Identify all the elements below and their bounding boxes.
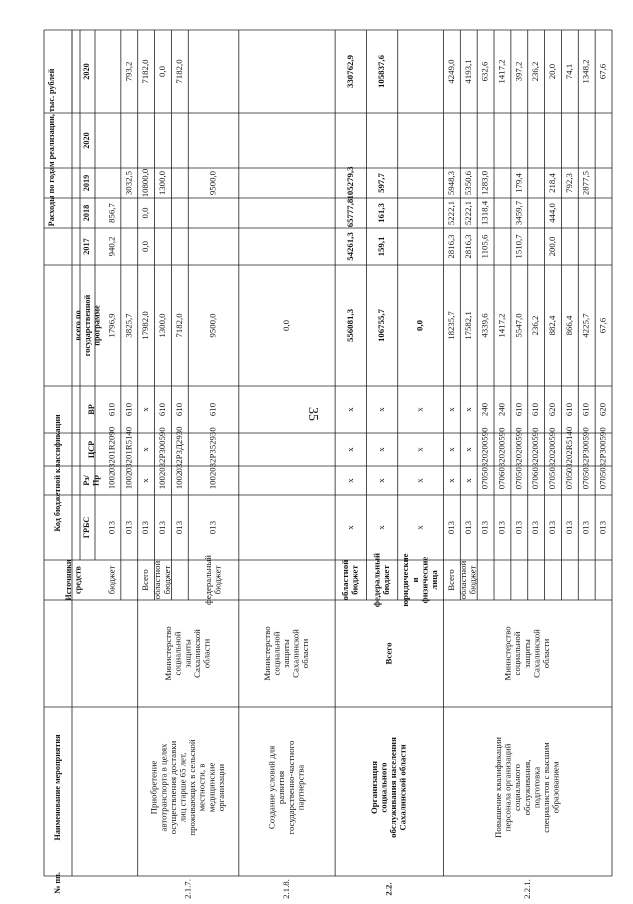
value-total-4-5: 236,2 xyxy=(530,315,541,336)
value-y2019-4-7: 792,3 xyxy=(563,173,574,193)
source-4-1-line: бюджет xyxy=(467,565,478,595)
header-name-line: Наименование мероприятия xyxy=(52,734,62,841)
value-y2018-3-0: 65777,8 xyxy=(344,198,355,228)
header-rzpr-line: Рз/ xyxy=(82,475,92,486)
header-no-line: № пп. xyxy=(52,872,62,894)
header-year-2020: 2020 xyxy=(81,63,91,80)
measure-name-2-line: партнерства xyxy=(295,764,306,811)
csr-1-2: 032P3Д2930 xyxy=(173,426,184,473)
vr-0-0: 610 xyxy=(106,402,117,417)
measure-name-1-line: проживающих в сельской xyxy=(187,739,198,836)
rzpr-0-0: 1002 xyxy=(106,471,117,490)
value-total-1-3: 9500,0 xyxy=(207,313,218,338)
source-3-2-line: лица xyxy=(429,570,440,590)
csr-3-2: x xyxy=(414,447,425,452)
grbs-4-2: 013 xyxy=(479,520,490,535)
rzpr-4-1: x xyxy=(462,478,473,483)
rzpr-4-4: 0705 xyxy=(513,471,524,490)
vr-1-2: 610 xyxy=(173,402,184,417)
measure-name-1-line: организации xyxy=(215,763,226,812)
value-y2020-3-0: 330762,9 xyxy=(344,55,355,88)
measure-name-1-line: автотранспорта в целях xyxy=(158,743,169,832)
vr-4-6: 620 xyxy=(547,402,558,417)
header-expenses: Расходы по годам реализации, тыс. рублей xyxy=(46,68,56,227)
rzpr-4-3: 0706 xyxy=(496,471,507,490)
measure-name-3-line: обслуживания населения xyxy=(388,737,399,838)
org-4-line: Министерство xyxy=(502,626,513,681)
csr-4-5: 0320200590 xyxy=(530,427,541,472)
grbs-1-3: 013 xyxy=(207,520,218,535)
vr-1-3: 610 xyxy=(207,402,218,417)
value-y2020-4-3: 1417,2 xyxy=(496,59,507,84)
measure-name-4-line: Повышение квалификации xyxy=(492,737,503,838)
vr-3-1: x xyxy=(376,407,387,412)
source-4-0-line: Всего xyxy=(445,569,456,591)
rzpr-1-0: x xyxy=(140,478,151,483)
value-y2018-4-1: 5222,1 xyxy=(462,200,473,226)
vr-4-9: 620 xyxy=(597,402,608,417)
source-3-0-line: областной xyxy=(339,559,350,601)
value-total-2-0: 0,0 xyxy=(280,320,291,331)
csr-1-0: x xyxy=(140,447,151,452)
header-source-line: Источники xyxy=(64,559,74,601)
vr-0-1: 610 xyxy=(123,402,134,417)
csr-1-3: 032P352930 xyxy=(207,427,218,472)
row-number-2.1.7.: 2.1.7. xyxy=(182,879,193,899)
value-y2019-1-1: 1300,0 xyxy=(157,170,168,196)
csr-4-1: x xyxy=(462,447,473,452)
org-1-line: защиты xyxy=(182,639,193,668)
value-y2018-0-0: 856,7 xyxy=(106,203,117,223)
value-y2020-1-0: 7182,0 xyxy=(140,59,151,84)
header-year-2017: 2017 xyxy=(81,238,91,255)
value-y2020-3-1: 105837,6 xyxy=(376,55,387,88)
source-3-2-line: и xyxy=(409,577,420,583)
grbs-3-2: x xyxy=(414,525,425,530)
rzpr-1-3: 1002 xyxy=(207,471,218,490)
value-y2018-4-6: 444,0 xyxy=(547,203,558,223)
csr-0-1: 03201R5140 xyxy=(123,426,134,473)
value-total-1-2: 7182,0 xyxy=(173,313,184,338)
value-total-4-7: 866,4 xyxy=(563,315,574,336)
value-total-0-1: 3825,7 xyxy=(123,313,134,338)
vr-4-8: 610 xyxy=(580,402,591,417)
csr-4-3: 0320200590 xyxy=(496,427,507,472)
source-0-0-line: бюджет xyxy=(106,565,117,595)
csr-4-2: 0320200590 xyxy=(479,427,490,472)
value-total-4-9: 67,6 xyxy=(597,317,608,334)
source-4-1-line: областной xyxy=(457,560,468,600)
value-total-3-1: 106755,7 xyxy=(376,309,387,342)
source-1-3-line: бюджет xyxy=(212,565,223,595)
header-total-line: программе xyxy=(92,305,102,346)
measure-name-4-line: специалистов с высшим xyxy=(540,742,551,833)
value-total-1-1: 1300,0 xyxy=(157,313,168,338)
vr-1-0: x xyxy=(140,407,151,412)
header-grbs: ГРБС xyxy=(81,516,91,539)
csr-3-0: x xyxy=(344,447,355,452)
source-1-0-line: Всего xyxy=(140,569,151,591)
value-y2017-1-0: 0,0 xyxy=(140,241,151,252)
rzpr-0-1: 1002 xyxy=(123,471,134,490)
csr-4-0: x xyxy=(445,447,456,452)
value-y2020-4-8: 1348,2 xyxy=(580,59,591,84)
source-1-3-line: федеральный xyxy=(202,555,213,605)
source-3-1-line: бюджет xyxy=(380,565,391,595)
value-total-4-0: 18235,7 xyxy=(445,311,456,340)
grbs-4-4: 013 xyxy=(513,520,524,535)
rzpr-3-0: x xyxy=(344,478,355,483)
value-y2020-0-1: 793,2 xyxy=(123,61,134,82)
header-rzpr-line: Пр xyxy=(91,475,101,486)
source-3-2-line: физические xyxy=(419,556,430,604)
value-y2017-4-2: 1105,6 xyxy=(479,234,490,259)
value-y2019-1-0: 10800,0 xyxy=(140,168,151,198)
measure-name-4-line: социального xyxy=(512,764,523,811)
value-y2020-4-6: 20,0 xyxy=(547,63,558,80)
value-total-3-2: 0,0 xyxy=(414,320,425,331)
csr-0-0: 03201R2090 xyxy=(106,426,117,473)
header-year-2019: 2019 xyxy=(81,174,91,192)
measure-name-2-line: Создание условий для xyxy=(266,745,277,830)
rzpr-4-7: 0705 xyxy=(563,471,574,490)
rzpr-4-5: 0706 xyxy=(530,471,541,490)
value-y2019-3-1: 597,7 xyxy=(376,173,387,193)
measure-name-1-line: осуществления доставки xyxy=(167,740,178,835)
measure-name-4-line: образованием xyxy=(550,761,561,814)
value-y2017-4-4: 1510,7 xyxy=(513,234,524,259)
org-4-line: Сахалинской xyxy=(531,629,542,678)
header-budget-code: Код бюджетной классификации xyxy=(52,414,62,532)
value-y2019-4-8: 2877,5 xyxy=(580,170,591,196)
grbs-4-5: 013 xyxy=(530,520,541,535)
rzpr-3-2: x xyxy=(414,478,425,483)
grbs-3-1: x xyxy=(376,525,387,530)
value-y2020-4-4: 397,2 xyxy=(513,61,524,82)
rzpr-4-8: 0705 xyxy=(580,471,591,490)
value-y2020-4-7: 74,1 xyxy=(563,63,574,80)
vr-4-1: x xyxy=(462,407,473,412)
value-y2020-4-9: 67,6 xyxy=(597,63,608,80)
csr-3-1: x xyxy=(376,447,387,452)
value-y2017-0-0: 940,2 xyxy=(106,236,117,257)
vr-4-0: x xyxy=(445,407,456,412)
measure-name-3-line: Сахалинской области xyxy=(397,744,408,831)
value-y2018-3-1: 161,3 xyxy=(376,203,387,223)
source-1-1-line: бюджет xyxy=(161,565,172,595)
measure-name-4-line: персонала организаций xyxy=(502,743,513,832)
org-4-line: области xyxy=(540,638,551,669)
org-2-line: социальной xyxy=(271,631,282,676)
grbs-1-0: 013 xyxy=(140,520,151,535)
rzpr-4-9: 0705 xyxy=(597,471,608,490)
grbs-4-9: 013 xyxy=(597,520,608,535)
header-vr: ВР xyxy=(86,404,96,415)
page-number-text: 35 xyxy=(305,407,320,421)
org-2-line: защиты xyxy=(280,639,291,668)
grbs-0-0: 013 xyxy=(106,520,117,535)
source-3-1-line: федеральный xyxy=(371,552,382,608)
org-4-line: защиты xyxy=(521,639,532,668)
org-1-line: Сахалинской xyxy=(191,629,202,678)
value-y2020-4-0: 4249,0 xyxy=(445,59,456,84)
rzpr-1-1: 1002 xyxy=(157,471,168,490)
measure-name-4-line: обслуживания, xyxy=(521,759,532,816)
header-csr: ЦСР xyxy=(86,440,96,459)
source-3-2-line: юридические xyxy=(400,553,411,607)
value-y2017-4-0: 2816,3 xyxy=(445,234,456,259)
value-y2019-4-0: 5948,3 xyxy=(445,170,456,196)
value-y2020-1-2: 7182,0 xyxy=(173,59,184,84)
vr-1-1: 610 xyxy=(157,402,168,417)
org-1-line: области xyxy=(201,638,212,669)
csr-4-4: 0320200590 xyxy=(513,427,524,472)
org-1-line: Министерство xyxy=(163,626,174,681)
grbs-4-3: 013 xyxy=(496,520,507,535)
grbs-1-2: 013 xyxy=(173,520,184,535)
csr-1-1: 032P300590 xyxy=(157,427,168,472)
value-total-4-2: 4339,6 xyxy=(479,313,490,338)
rzpr-3-1: x xyxy=(376,478,387,483)
value-y2019-4-6: 218,4 xyxy=(547,173,558,193)
value-total-0-0: 1796,9 xyxy=(106,313,117,338)
row-number-2.2.1.: 2.2.1. xyxy=(521,879,532,899)
row-number-2.2.: 2.2. xyxy=(383,882,394,896)
value-y2019-0-1: 3032,5 xyxy=(123,170,134,196)
measure-name-3-line: социального xyxy=(378,762,389,813)
org-4-line: социальной xyxy=(512,631,523,676)
org-1-line: социальной xyxy=(172,631,183,676)
header-total-line: всего по xyxy=(73,310,83,341)
grbs-4-6: 013 xyxy=(547,520,558,535)
csr-4-8: 032P300590 xyxy=(580,427,591,472)
csr-4-9: 032P300590 xyxy=(597,427,608,472)
org-3-line: Всего xyxy=(383,642,394,665)
value-y2019-1-3: 9500,0 xyxy=(207,170,218,196)
measure-name-3-line: Организация xyxy=(368,760,379,815)
value-y2020-4-2: 632,6 xyxy=(479,61,490,82)
source-3-0-line: бюджет xyxy=(349,565,360,595)
value-total-3-0: 556081,3 xyxy=(344,309,355,342)
value-y2017-4-1: 2816,3 xyxy=(462,234,473,259)
vr-4-5: 610 xyxy=(530,402,541,417)
grbs-3-0: x xyxy=(344,525,355,530)
rzpr-1-2: 1002 xyxy=(173,471,184,490)
measure-name-2-line: развития xyxy=(276,770,287,805)
value-y2017-3-1: 159,1 xyxy=(376,236,387,257)
rzpr-4-2: 0705 xyxy=(479,471,490,490)
csr-4-7: 03202R5140 xyxy=(563,426,574,473)
vr-3-0: x xyxy=(344,407,355,412)
value-total-4-1: 17582,1 xyxy=(462,311,473,340)
value-total-4-4: 5547,0 xyxy=(513,313,524,338)
value-y2020-1-1: 0,0 xyxy=(157,66,168,77)
value-y2018-4-0: 5222,1 xyxy=(445,200,456,226)
value-y2018-4-4: 3459,7 xyxy=(513,200,524,226)
vr-4-7: 610 xyxy=(563,402,574,417)
grbs-4-0: 013 xyxy=(445,520,456,535)
measure-name-1-line: Приобретение xyxy=(148,760,159,815)
measure-name-1-line: местности, в xyxy=(196,763,207,812)
vr-4-3: 240 xyxy=(496,402,507,417)
vr-3-2: x xyxy=(414,407,425,412)
source-1-1-line: областной xyxy=(152,560,163,600)
value-y2017-4-6: 200,0 xyxy=(547,236,558,257)
row-number-2.1.8.: 2.1.8. xyxy=(280,879,291,899)
value-y2020-4-1: 4193,1 xyxy=(462,59,473,84)
header-year-2018: 2018 xyxy=(81,204,91,222)
grbs-4-1: 013 xyxy=(462,520,473,535)
org-2-line: Сахалинской xyxy=(290,629,301,678)
value-total-4-8: 4225,7 xyxy=(580,313,591,338)
grbs-4-7: 013 xyxy=(563,520,574,535)
value-total-1-0: 17982,0 xyxy=(140,311,151,340)
grbs-4-8: 013 xyxy=(580,520,591,535)
value-total-4-6: 882,4 xyxy=(547,315,558,336)
rzpr-4-0: x xyxy=(445,478,456,483)
org-2-line: области xyxy=(300,638,311,669)
value-y2019-4-4: 179,4 xyxy=(513,173,524,193)
value-y2020-4-5: 236,2 xyxy=(530,61,541,82)
header-year-2020: 2020 xyxy=(81,132,91,149)
org-2-line: Министерство xyxy=(261,626,272,681)
measure-name-1-line: лиц старше 65 лет, xyxy=(177,752,188,823)
grbs-1-1: 013 xyxy=(157,520,168,535)
value-total-4-3: 1417,2 xyxy=(496,313,507,338)
measure-name-1-line: медицинские xyxy=(206,762,217,813)
measure-name-4-line: подготовка xyxy=(531,766,542,809)
vr-4-2: 240 xyxy=(479,402,490,417)
measure-name-2-line: государственно-частного xyxy=(285,740,296,835)
header-total-line: государственной xyxy=(82,294,92,357)
value-y2019-3-0: 105279,3 xyxy=(344,166,355,200)
value-y2019-4-1: 5350,6 xyxy=(462,170,473,196)
header-source-line: средств xyxy=(73,566,83,594)
value-y2018-4-2: 1318,4 xyxy=(479,200,490,226)
value-y2018-1-0: 0,0 xyxy=(140,207,151,219)
vr-4-4: 610 xyxy=(513,402,524,417)
rzpr-4-6: 0705 xyxy=(547,471,558,490)
grbs-0-1: 013 xyxy=(123,520,134,535)
value-y2017-3-0: 54261,3 xyxy=(344,232,355,261)
value-y2019-4-2: 1283,0 xyxy=(479,170,490,196)
csr-4-6: 0320200590 xyxy=(547,427,558,472)
